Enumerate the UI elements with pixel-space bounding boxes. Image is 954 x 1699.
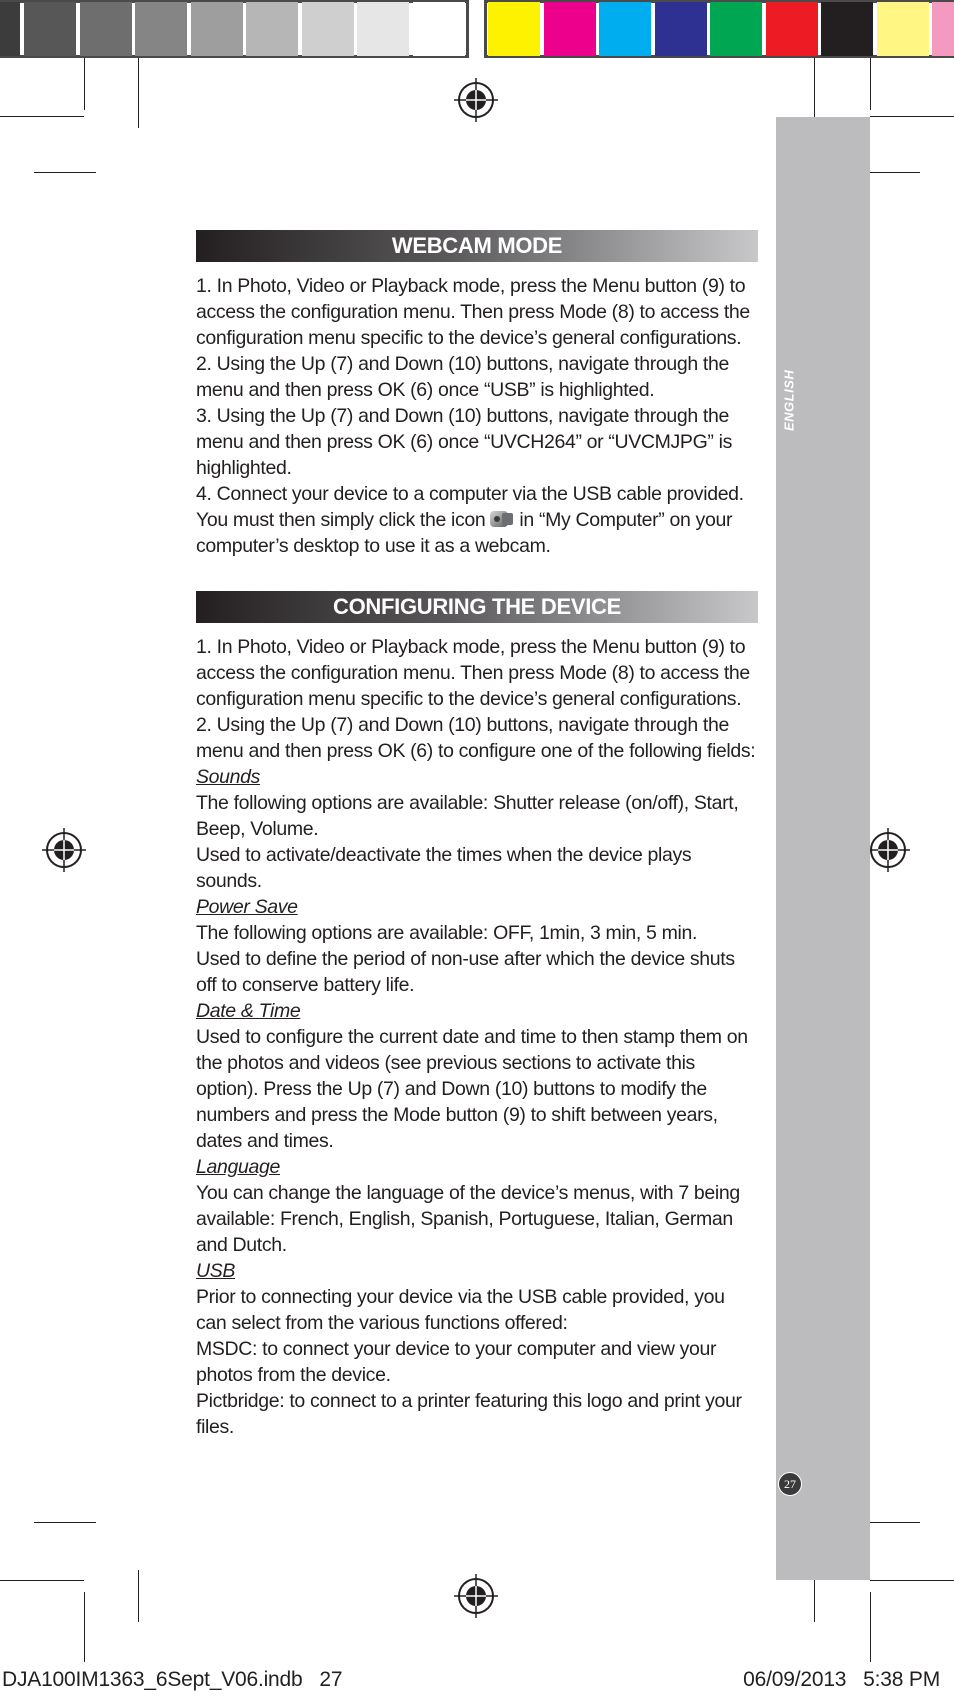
gray-swatch [80,2,132,56]
language-label: ENGLISH [781,369,797,431]
subheading-power-save: Power Save [196,896,298,918]
registration-mark-icon [454,78,498,122]
registration-mark-icon [454,1574,498,1618]
paragraph: The following options are available: OFF, 1min, 3 min, 5 min. [196,922,698,944]
side-tab [776,117,870,1580]
paragraph: 2. Using the Up (7) and Down (10) buttons, navigate through the menu and then press OK (6) once “USB” is highlighted. [196,353,729,401]
paragraph: Used to configure the current date and time to then stamp them on the photos and videos (see previous sections to activate this option). Press the Up (7) and Down (10) buttons to modify the numbers and press the Mode button (9) to shift between years, dates and times. [196,1026,748,1152]
registration-mark-icon [42,828,86,872]
paragraph: Used to activate/deactivate the times when the device plays sounds. [196,844,692,892]
footer-file-name: DJA100IM1363_6Sept_V06.indb 27 [2,1668,343,1691]
section-body [196,634,758,1440]
paragraph: 2. Using the Up (7) and Down (10) buttons, navigate through the menu and then press OK (6) to configure one of the following fields: [196,714,756,762]
section-heading: CONFIGURING THE DEVICE [196,591,758,623]
subheading-sounds: Sounds [196,766,261,788]
subheading-usb: USB [196,1260,236,1282]
paragraph: 1. In Photo, Video or Playback mode, press the Menu button (9) to access the configuration menu. Then press Mode (8) to access the configuration menu specific to the device’s general configurations. [196,636,750,710]
text-span: 4. Connect your device to a computer via the USB cable provided. You must then simply click the icon [196,483,744,531]
gray-swatch [135,2,187,56]
paragraph: 3. Using the Up (7) and Down (10) buttons, navigate through the menu and then press OK (6) once “UVCH264” or “UVCMJPG” is highlighted. [196,405,732,479]
paragraph: MSDC: to connect your device to your computer and view your photos from the device. [196,1338,717,1386]
color-swatch [544,2,596,56]
configuring-device-section [196,591,758,1440]
color-swatch [488,2,540,56]
gray-swatch [191,2,243,56]
color-swatch [932,2,954,56]
gray-swatch [246,2,298,56]
subheading-language: Language [196,1156,280,1178]
gray-swatch [413,2,465,56]
section-body [196,273,758,559]
paragraph: 1. In Photo, Video or Playback mode, press the Menu button (9) to access the configuration menu. Then press Mode (8) to access the configuration menu specific to the device’s general configurations. [196,275,750,349]
gray-swatch [357,2,409,56]
paragraph: The following options are available: Shutter release (on/off), Start, Beep, Volume. [196,792,739,840]
gray-swatch [24,2,76,56]
registration-mark-icon [866,828,910,872]
subheading-date-time: Date & Time [196,1000,301,1022]
color-calibration-bar [0,0,954,60]
color-swatch [710,2,762,56]
webcam-device-icon [489,508,515,530]
color-swatch [655,2,707,56]
webcam-mode-section [196,230,758,559]
page-number: 27 [778,1472,802,1496]
color-swatch [599,2,651,56]
section-heading: WEBCAM MODE [196,230,758,262]
color-swatch [821,2,873,56]
paragraph: Pictbridge: to connect to a printer featuring this logo and print your files. [196,1390,742,1438]
gray-swatch [0,2,20,56]
color-swatch [877,2,929,56]
paragraph [196,481,758,559]
gray-swatch [302,2,354,56]
footer-timestamp: 06/09/2013 5:38 PM [743,1668,940,1691]
paragraph: Used to define the period of non-use after which the device shuts off to conserve battery life. [196,948,735,996]
color-swatch [766,2,818,56]
text-span: in “My Computer” on your computer’s desktop to use it as a webcam. [196,509,733,557]
paragraph: You can change the language of the device’s menus, with 7 being available: French, English, Spanish, Portuguese, Italian, German and Dutch. [196,1182,740,1256]
paragraph: Prior to connecting your device via the USB cable provided, you can select from the various functions offered: [196,1286,725,1334]
